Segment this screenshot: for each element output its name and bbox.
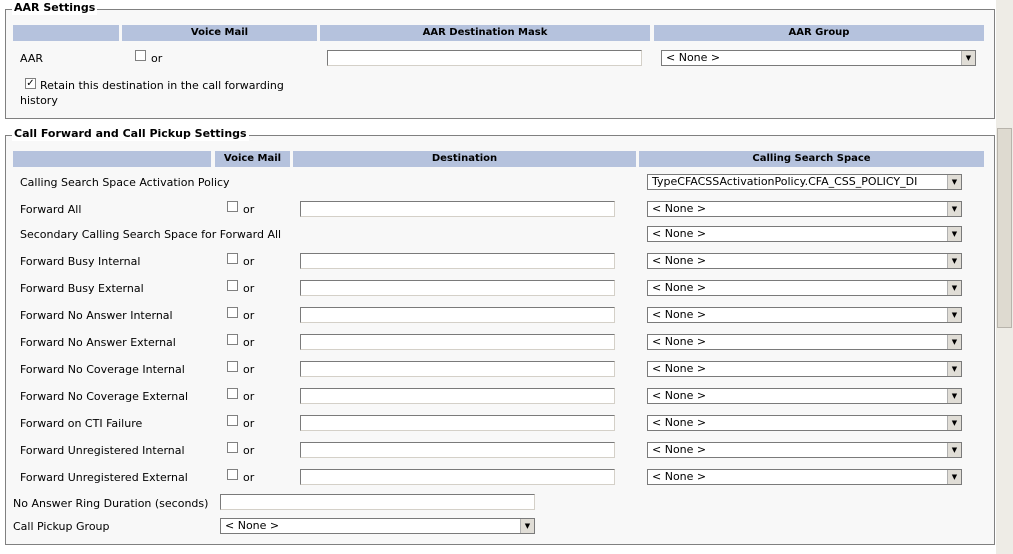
or-label: or xyxy=(243,336,255,349)
forward-cti-failure-css-select[interactable] xyxy=(647,415,962,431)
forward-all-css-select[interactable] xyxy=(647,201,962,217)
forward-unregistered-external-voice-mail-checkbox[interactable] xyxy=(227,469,238,480)
select-value: < None > xyxy=(652,389,707,402)
aar-header-blank xyxy=(13,25,119,41)
call-pickup-group-label: Call Pickup Group xyxy=(13,520,110,533)
forward-no-answer-internal-css-select[interactable] xyxy=(647,307,962,323)
secondary-css-forward-all-select[interactable] xyxy=(647,226,962,242)
forward-unregistered-external-label: Forward Unregistered External xyxy=(20,471,188,484)
forward-no-answer-external-destination-input[interactable] xyxy=(300,334,615,350)
ring-duration-input[interactable] xyxy=(220,494,535,510)
aar-header-destination-mask: AAR Destination Mask xyxy=(320,25,650,41)
forward-no-coverage-external-voice-mail-checkbox[interactable] xyxy=(227,388,238,399)
forward-busy-internal-destination-input[interactable] xyxy=(300,253,615,269)
forward-no-answer-internal-destination-input[interactable] xyxy=(300,307,615,323)
forward-busy-internal-voice-mail-checkbox[interactable] xyxy=(227,253,238,264)
chevron-down-icon[interactable]: ▼ xyxy=(961,51,975,65)
forward-cti-failure-voice-mail-checkbox[interactable] xyxy=(227,415,238,426)
or-label: or xyxy=(243,471,255,484)
forward-no-coverage-external-label: Forward No Coverage External xyxy=(20,390,189,403)
select-value: < None > xyxy=(225,519,280,532)
aar-settings-legend: AAR Settings xyxy=(14,1,96,14)
forward-no-answer-external-css-select[interactable] xyxy=(647,334,962,350)
secondary-css-forward-all-label: Secondary Calling Search Space for Forward All xyxy=(20,228,282,241)
forward-cti-failure-label: Forward on CTI Failure xyxy=(20,417,143,430)
chevron-down-icon[interactable]: ▼ xyxy=(947,281,961,295)
css-activation-policy-label: Calling Search Space Activation Policy xyxy=(20,176,230,189)
aar-header-group: AAR Group xyxy=(654,25,984,41)
or-label: or xyxy=(243,255,255,268)
forward-unregistered-external-destination-input[interactable] xyxy=(300,469,615,485)
cf-header-calling-search-space: Calling Search Space xyxy=(639,151,984,167)
forward-unregistered-internal-label: Forward Unregistered Internal xyxy=(20,444,185,457)
chevron-down-icon[interactable]: ▼ xyxy=(947,308,961,322)
cf-header-blank xyxy=(13,151,211,167)
ring-duration-label: No Answer Ring Duration (seconds) xyxy=(13,497,209,510)
forward-unregistered-internal-css-select[interactable] xyxy=(647,442,962,458)
forward-busy-external-voice-mail-checkbox[interactable] xyxy=(227,280,238,291)
aar-voice-mail-checkbox[interactable] xyxy=(135,50,146,61)
call-pickup-group-select[interactable] xyxy=(220,518,535,534)
chevron-down-icon[interactable]: ▼ xyxy=(947,389,961,403)
select-value: < None > xyxy=(652,443,707,456)
cf-header-destination: Destination xyxy=(293,151,636,167)
scrollbar-thumb[interactable] xyxy=(997,128,1012,328)
chevron-down-icon[interactable]: ▼ xyxy=(947,254,961,268)
chevron-down-icon[interactable]: ▼ xyxy=(947,202,961,216)
retain-destination-label: Retain this destination in the call forwarding xyxy=(40,79,284,92)
select-value: < None > xyxy=(652,281,707,294)
aar-or-label: or xyxy=(151,52,163,65)
aar-group-select[interactable] xyxy=(661,50,976,66)
chevron-down-icon[interactable]: ▼ xyxy=(947,443,961,457)
forward-all-voice-mail-checkbox[interactable] xyxy=(227,201,238,212)
chevron-down-icon[interactable]: ▼ xyxy=(947,470,961,484)
retain-destination-label-line2: history xyxy=(20,94,58,107)
forward-no-answer-external-label: Forward No Answer External xyxy=(20,336,176,349)
forward-cti-failure-destination-input[interactable] xyxy=(300,415,615,431)
forward-no-answer-internal-voice-mail-checkbox[interactable] xyxy=(227,307,238,318)
call-forward-section xyxy=(5,127,995,545)
select-value: < None > xyxy=(652,470,707,483)
forward-no-coverage-external-destination-input[interactable] xyxy=(300,388,615,404)
page-scrollbar[interactable] xyxy=(996,0,1013,554)
forward-unregistered-internal-voice-mail-checkbox[interactable] xyxy=(227,442,238,453)
css-activation-policy-select[interactable] xyxy=(647,174,962,190)
chevron-down-icon[interactable]: ▼ xyxy=(947,227,961,241)
forward-busy-external-css-select[interactable] xyxy=(647,280,962,296)
or-label: or xyxy=(243,390,255,403)
select-value: < None > xyxy=(652,227,707,240)
forward-no-coverage-internal-label: Forward No Coverage Internal xyxy=(20,363,185,376)
aar-header-voice-mail: Voice Mail xyxy=(122,25,317,41)
forward-no-answer-internal-label: Forward No Answer Internal xyxy=(20,309,173,322)
or-label: or xyxy=(243,203,255,216)
or-label: or xyxy=(243,444,255,457)
forward-no-answer-external-voice-mail-checkbox[interactable] xyxy=(227,334,238,345)
call-forward-legend: Call Forward and Call Pickup Settings xyxy=(14,127,247,140)
or-label: or xyxy=(243,282,255,295)
forward-all-label: Forward All xyxy=(20,203,82,216)
select-value: < None > xyxy=(652,202,707,215)
forward-unregistered-internal-destination-input[interactable] xyxy=(300,442,615,458)
or-label: or xyxy=(243,417,255,430)
css-activation-policy-value: TypeCFACSSActivationPolicy.CFA_CSS_POLICY_DI xyxy=(652,175,918,188)
forward-unregistered-external-css-select[interactable] xyxy=(647,469,962,485)
aar-row-label: AAR xyxy=(20,52,43,65)
aar-settings-section xyxy=(5,1,995,119)
forward-busy-internal-label: Forward Busy Internal xyxy=(20,255,141,268)
forward-no-coverage-internal-destination-input[interactable] xyxy=(300,361,615,377)
chevron-down-icon[interactable]: ▼ xyxy=(947,335,961,349)
forward-busy-external-destination-input[interactable] xyxy=(300,280,615,296)
forward-no-coverage-internal-css-select[interactable] xyxy=(647,361,962,377)
select-value: < None > xyxy=(652,362,707,375)
or-label: or xyxy=(243,309,255,322)
or-label: or xyxy=(243,363,255,376)
chevron-down-icon[interactable]: ▼ xyxy=(520,519,534,533)
forward-busy-internal-css-select[interactable] xyxy=(647,253,962,269)
select-value: < None > xyxy=(652,254,707,267)
aar-group-select-value: < None > xyxy=(666,51,721,64)
chevron-down-icon[interactable]: ▼ xyxy=(947,175,961,189)
retain-destination-checkbox[interactable]: ✓ xyxy=(26,78,35,89)
chevron-down-icon[interactable]: ▼ xyxy=(947,362,961,376)
select-value: < None > xyxy=(652,416,707,429)
select-value: < None > xyxy=(652,308,707,321)
forward-no-coverage-external-css-select[interactable] xyxy=(647,388,962,404)
forward-no-coverage-internal-voice-mail-checkbox[interactable] xyxy=(227,361,238,372)
select-value: < None > xyxy=(652,335,707,348)
cf-header-voice-mail: Voice Mail xyxy=(215,151,290,167)
chevron-down-icon[interactable]: ▼ xyxy=(947,416,961,430)
forward-busy-external-label: Forward Busy External xyxy=(20,282,144,295)
forward-all-destination-input[interactable] xyxy=(300,201,615,217)
aar-destination-mask-input[interactable] xyxy=(327,50,642,66)
